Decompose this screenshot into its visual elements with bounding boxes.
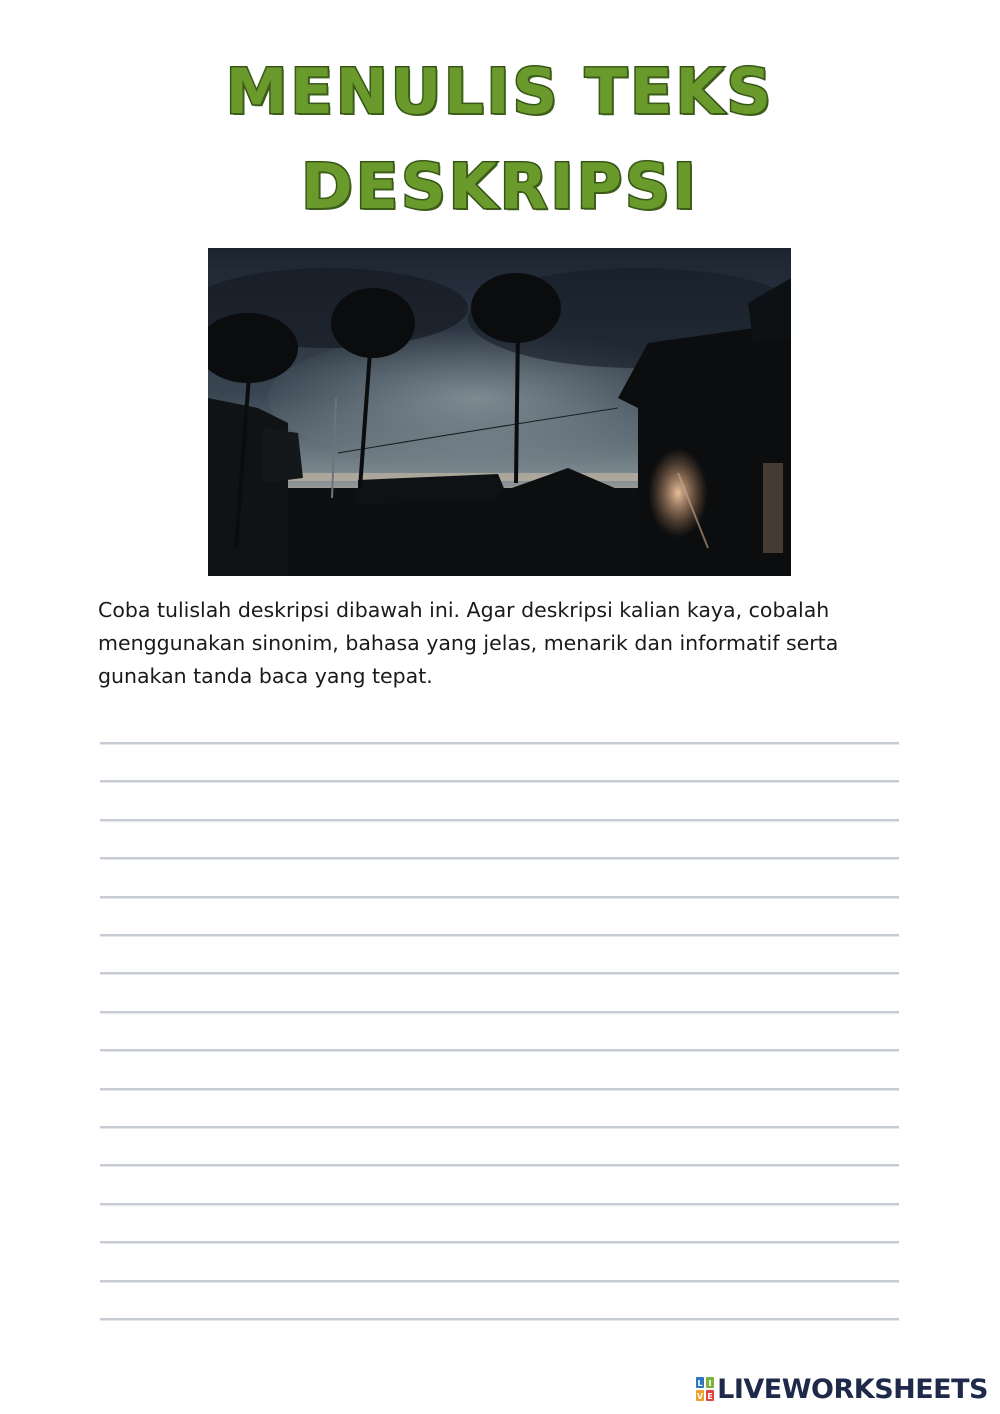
writing-area[interactable] <box>100 742 899 1322</box>
writing-line <box>100 972 899 975</box>
instructions-text: Coba tulislah deskripsi dibawah ini. Agar deskripsi kalian kaya, cobalah menggunakan sinonim, bahasa yang jelas, menarik dan informatif serta gunakan tanda baca yang tepat. <box>98 598 839 688</box>
logo-letter-e: E <box>707 1392 713 1401</box>
writing-line <box>100 1241 899 1244</box>
writing-line <box>100 742 899 745</box>
writing-line <box>100 857 899 860</box>
title-line-1: MENULIS TEKS <box>225 55 775 128</box>
writing-line <box>100 934 899 937</box>
writing-line <box>100 1203 899 1206</box>
dusk-silhouette-photo <box>208 248 791 576</box>
liveworksheets-logo-icon <box>696 1377 714 1401</box>
brand-name: LIVEWORKSHEETS <box>717 1373 988 1405</box>
writing-line <box>100 1318 899 1321</box>
title-line-2: DESKRIPSI <box>301 150 699 223</box>
writing-line <box>100 1049 899 1052</box>
writing-line <box>100 1011 899 1014</box>
writing-line <box>100 896 899 899</box>
logo-letter-l: L <box>697 1379 703 1388</box>
logo-letter-i: I <box>708 1379 712 1388</box>
logo-letter-v: V <box>697 1392 704 1401</box>
liveworksheets-brand <box>696 1373 988 1405</box>
writing-line <box>100 1164 899 1167</box>
writing-line <box>100 1088 899 1091</box>
writing-line <box>100 780 899 783</box>
writing-line <box>100 1126 899 1129</box>
writing-line <box>100 1280 899 1283</box>
writing-line <box>100 819 899 822</box>
